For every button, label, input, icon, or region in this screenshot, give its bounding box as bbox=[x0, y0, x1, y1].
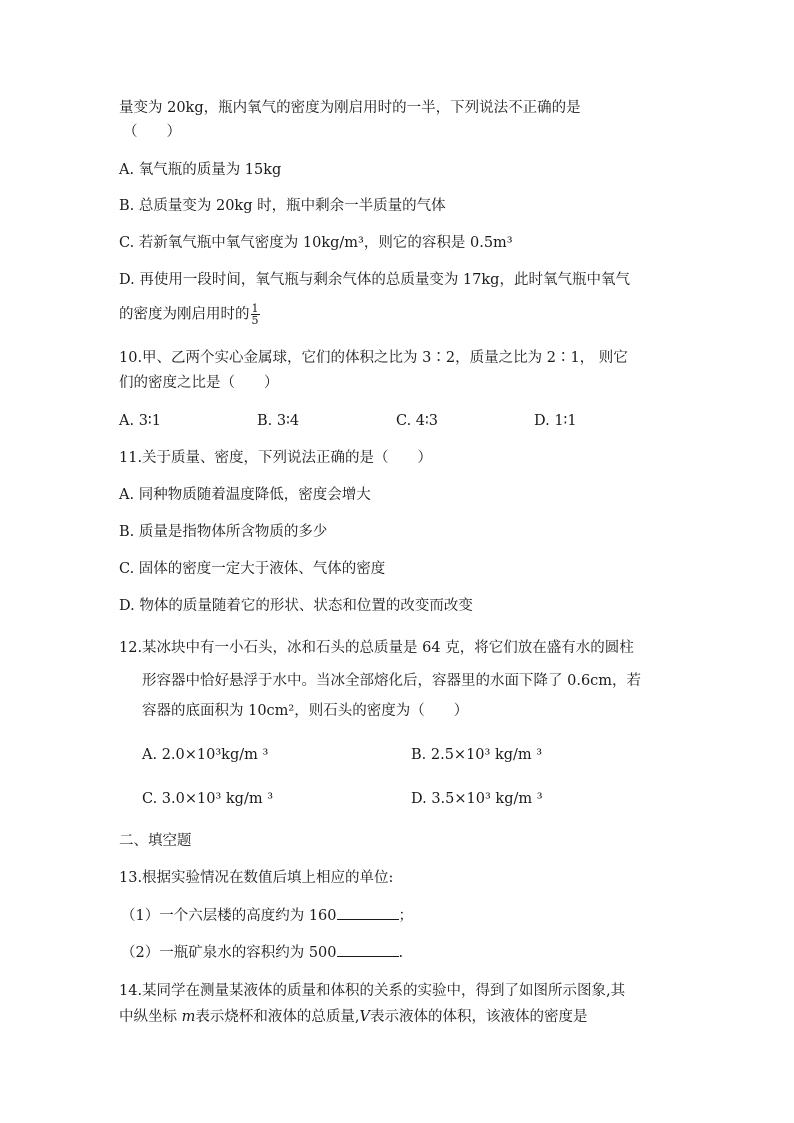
q10-option-c: C. 4∶3 bbox=[396, 413, 439, 429]
q14-var-v: V bbox=[359, 1009, 370, 1025]
q14-var-m: m bbox=[181, 1009, 196, 1025]
q9-option-a: A. 氧气瓶的质量为 15kg bbox=[119, 162, 282, 178]
q11-option-d: D. 物体的质量随着它的形状、状态和位置的改变而改变 bbox=[119, 598, 473, 614]
q14-text-c: 表示液体的体积，该液体的密度是 bbox=[369, 1009, 588, 1025]
q9-option-b: B. 总质量变为 20kg 时，瓶中剩余一半质量的气体 bbox=[119, 198, 446, 214]
q13-sub2-text: （2）一瓶矿泉水的容积约为 500 bbox=[121, 945, 337, 961]
q10-option-a: A. 3∶1 bbox=[119, 413, 161, 429]
q12-stem-line1: 12.某冰块中有一小石头，冰和石头的总质量是 64 克，将它们放在盛有水的圆柱 bbox=[119, 640, 634, 656]
q10-option-b: B. 3∶4 bbox=[257, 413, 300, 429]
q10-option-d: D. 1∶1 bbox=[534, 413, 577, 429]
q13-sub2 bbox=[121, 942, 403, 963]
q11-option-b: B. 质量是指物体所含物质的多少 bbox=[119, 524, 328, 540]
q14-text-a: 中纵坐标 bbox=[119, 1009, 182, 1025]
q9-option-d-line2 bbox=[119, 303, 260, 326]
q9-option-d-line1: D. 再使用一段时间，氧气瓶与剩余气体的总质量变为 17kg，此时氧气瓶中氧气 bbox=[119, 272, 630, 288]
q11-option-a: A. 同种物质随着温度降低，密度会增大 bbox=[119, 487, 371, 503]
q10-stem-line1: 10.甲、乙两个实心金属球，它们的体积之比为 3∶2，质量之比为 2∶1， 则它 bbox=[119, 350, 628, 366]
q9-option-d-text: 的密度为刚启用时的 bbox=[119, 306, 250, 323]
q9-stem-line1: 量变为 20kg，瓶内氧气的密度为刚启用时的一半，下列说法不正确的是 bbox=[119, 100, 581, 116]
q13-sub2-end: . bbox=[398, 945, 404, 961]
q12-stem-line3: 容器的底面积为 10cm²，则石头的密度为（ ） bbox=[142, 703, 469, 719]
q14-text-b: 表示烧杯和液体的总质量, bbox=[195, 1009, 360, 1025]
fraction-one-fifth bbox=[251, 303, 260, 326]
q13-sub1 bbox=[121, 905, 413, 926]
q14-stem-line1: 14.某同学在测量某液体的质量和体积的关系的实验中，得到了如图所示图象,其 bbox=[119, 983, 626, 999]
answer-blank[interactable] bbox=[337, 905, 399, 920]
q12-option-c: C. 3.0×10³ kg/m ³ bbox=[142, 791, 274, 807]
q12-option-a: A. 2.0×10³kg/m ³ bbox=[142, 747, 269, 763]
section-title-fill-in: 二、填空题 bbox=[119, 833, 192, 849]
q11-option-c: C. 固体的密度一定大于液体、气体的密度 bbox=[119, 561, 386, 577]
q13-sub1-text: （1）一个六层楼的高度约为 160 bbox=[121, 908, 337, 924]
fraction-denominator: 5 bbox=[251, 314, 259, 327]
q12-option-b: B. 2.5×10³ kg/m ³ bbox=[411, 747, 543, 763]
q9-answer-paren: （ ） bbox=[123, 124, 181, 140]
q10-stem-line2: 们的密度之比是（ ） bbox=[119, 375, 279, 391]
q9-option-c: C. 若新氧气瓶中氧气密度为 10kg/m³，则它的容积是 0.5m³ bbox=[119, 235, 513, 251]
fraction-numerator: 1 bbox=[251, 302, 259, 315]
q13-stem: 13.根据实验情况在数值后填上相应的单位: bbox=[119, 870, 394, 886]
answer-blank[interactable] bbox=[337, 942, 399, 957]
q12-stem-line2: 形容器中恰好悬浮于水中。当冰全部熔化后，容器里的水面下降了 0.6cm，若 bbox=[142, 673, 642, 689]
q14-stem-line2 bbox=[119, 1007, 587, 1027]
q11-stem: 11.关于质量、密度，下列说法正确的是（ ） bbox=[119, 450, 433, 466]
q13-sub1-end: ； bbox=[398, 908, 414, 924]
q12-option-d: D. 3.5×10³ kg/m ³ bbox=[411, 791, 543, 807]
